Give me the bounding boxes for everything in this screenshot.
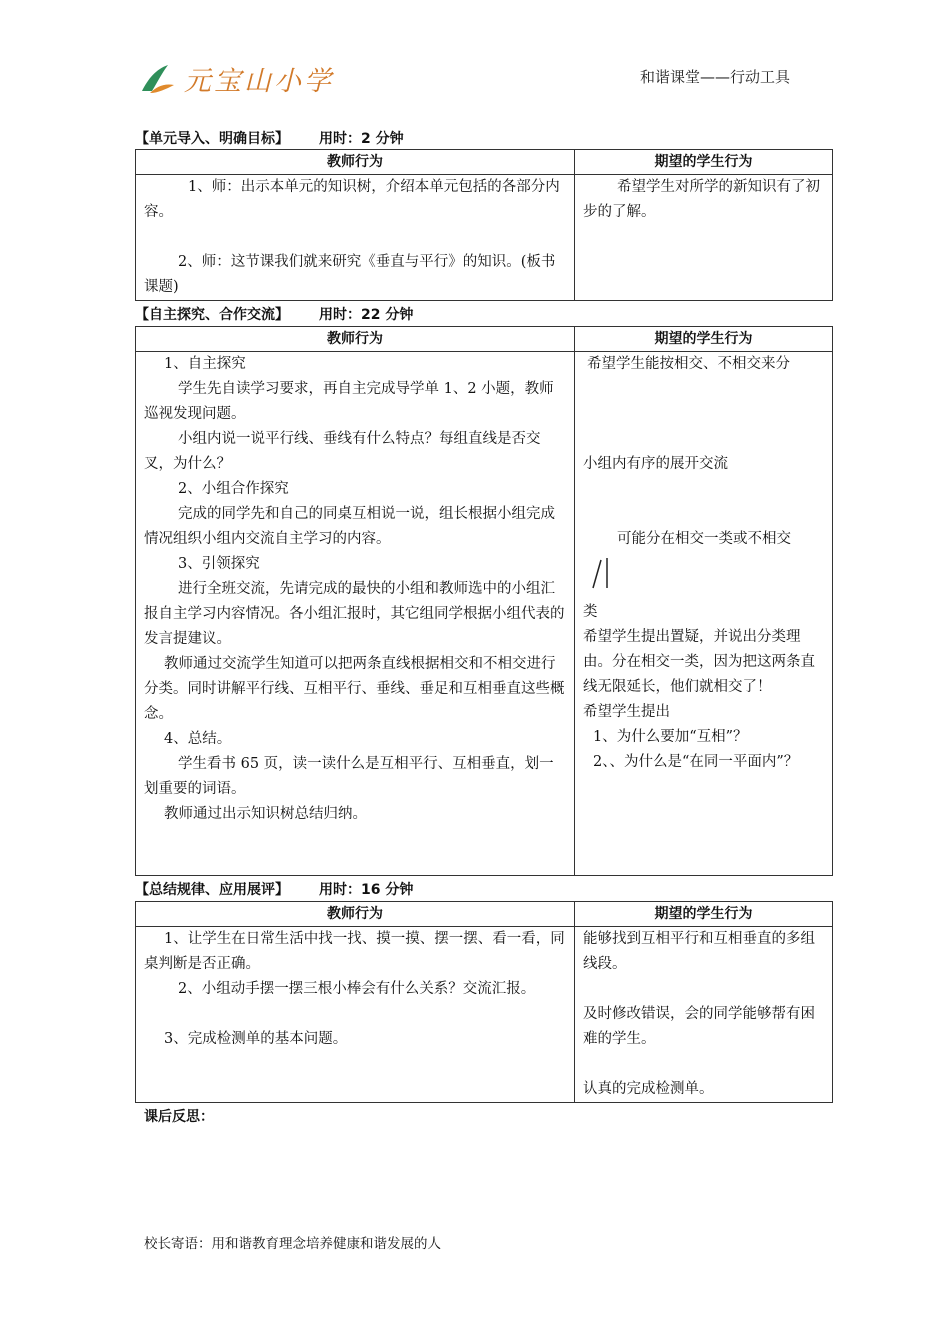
teacher-line: 进行全班交流，先请完成的最快的小组和教师选中的小组汇报自主学习内容情况。各小组汇报时，其它组同学根据小组代表的发言提建议。 bbox=[144, 581, 565, 647]
col-header-teacher: 教师行为 bbox=[136, 327, 575, 352]
teacher-cell bbox=[136, 175, 575, 301]
teacher-line: 学生看书 65 页，读一读什么是互相平行、互相垂直，划一划重要的词语。 bbox=[144, 756, 554, 797]
reflection-label: 课后反思： bbox=[144, 1109, 214, 1125]
teacher-line: 1、让学生在日常生活中找一找、摸一摸、摆一摆、看一看，同桌判断是否正确。 bbox=[144, 931, 565, 972]
student-line: 小组内有序的展开交流 bbox=[583, 456, 728, 472]
teacher-line: 3、引领探究 bbox=[178, 556, 260, 572]
col-header-student: 期望的学生行为 bbox=[575, 150, 833, 175]
teacher-line: 1、自主探究 bbox=[164, 356, 246, 372]
header-slogan: 和谐课堂——行动工具 bbox=[640, 68, 791, 86]
col-header-student: 期望的学生行为 bbox=[575, 902, 833, 927]
teacher-line: 2、小组动手摆一摆三根小棒会有什么关系？交流汇报。 bbox=[178, 981, 536, 997]
student-line: 认真的完成检测单。 bbox=[583, 1081, 714, 1097]
student-line: 可能分在相交一类或不相交 bbox=[617, 531, 791, 547]
teacher-line: 完成的同学先和自己的同桌互相说一说，组长根据小组完成情况组织小组内交流自主学习的内容。 bbox=[144, 506, 555, 547]
col-header-student: 期望的学生行为 bbox=[575, 327, 833, 352]
teacher-line: 学生先自读学习要求，再自主完成导学单 1、2 小题，教师巡视发现问题。 bbox=[144, 381, 554, 422]
table-explore bbox=[135, 326, 833, 876]
teacher-cell bbox=[136, 352, 575, 876]
student-line: 希望学生能按相交、不相交来分 bbox=[587, 356, 790, 372]
table-intro bbox=[135, 149, 833, 301]
teacher-line: 2、师：这节课我们就来研究《垂直与平行》的知识。(板书课题) bbox=[144, 254, 556, 295]
col-header-teacher: 教师行为 bbox=[136, 902, 575, 927]
school-name: 元宝山小学 bbox=[184, 65, 334, 97]
student-line: 希望学生对所学的新知识有了初步的了解。 bbox=[583, 179, 820, 220]
section-title-explore: 【自主探究、合作交流】 用时：22 分钟 bbox=[135, 307, 414, 323]
table-apply bbox=[135, 901, 833, 1103]
teacher-line: 1、师：出示本单元的知识树，介绍本单元包括的各部分内容。 bbox=[144, 179, 560, 220]
school-logo bbox=[138, 58, 334, 98]
footer-motto: 校长寄语：用和谐教育理念培养健康和谐发展的人 bbox=[144, 1236, 441, 1252]
teacher-line: 教师通过出示知识树总结归纳。 bbox=[164, 806, 367, 822]
teacher-line: 4、总结。 bbox=[164, 731, 232, 747]
student-line: 及时修改错误，会的同学能够帮有困难的学生。 bbox=[583, 1006, 815, 1047]
teacher-line: 教师通过交流学生知道可以把两条直线根据相交和不相交进行分类。同时讲解平行线、互相平行、垂线、垂足和互相垂直这些概念。 bbox=[144, 656, 565, 722]
student-line: 希望学生提出置疑，并说出分类理由。分在相交一类，因为把这两条直线无限延长，他们就相交了！ bbox=[583, 629, 815, 695]
student-line: 能够找到互相平行和互相垂直的多组线段。 bbox=[583, 931, 815, 972]
student-cell bbox=[575, 175, 833, 301]
student-line: 希望学生提出 bbox=[583, 704, 670, 720]
student-line: 2、、为什么是“在同一平面内”？ bbox=[593, 754, 799, 770]
teacher-line: 3、完成检测单的基本问题。 bbox=[164, 1031, 348, 1047]
col-header-teacher: 教师行为 bbox=[136, 150, 575, 175]
student-line: 1、为什么要加“互相”？ bbox=[593, 729, 748, 745]
intersecting-lines-icon bbox=[591, 556, 615, 590]
section-title-apply: 【总结规律、应用展评】 用时：16 分钟 bbox=[135, 882, 414, 898]
teacher-cell bbox=[136, 927, 575, 1103]
section-title-intro: 【单元导入、明确目标】 用时：2 分钟 bbox=[135, 131, 404, 147]
student-cell bbox=[575, 927, 833, 1103]
student-line: 类 bbox=[583, 604, 598, 620]
student-cell bbox=[575, 352, 833, 876]
teacher-line: 2、小组合作探究 bbox=[178, 481, 289, 497]
leaf-logo-icon bbox=[138, 61, 176, 95]
teacher-line: 小组内说一说平行线、垂线有什么特点？每组直线是否交叉，为什么？ bbox=[144, 431, 541, 472]
